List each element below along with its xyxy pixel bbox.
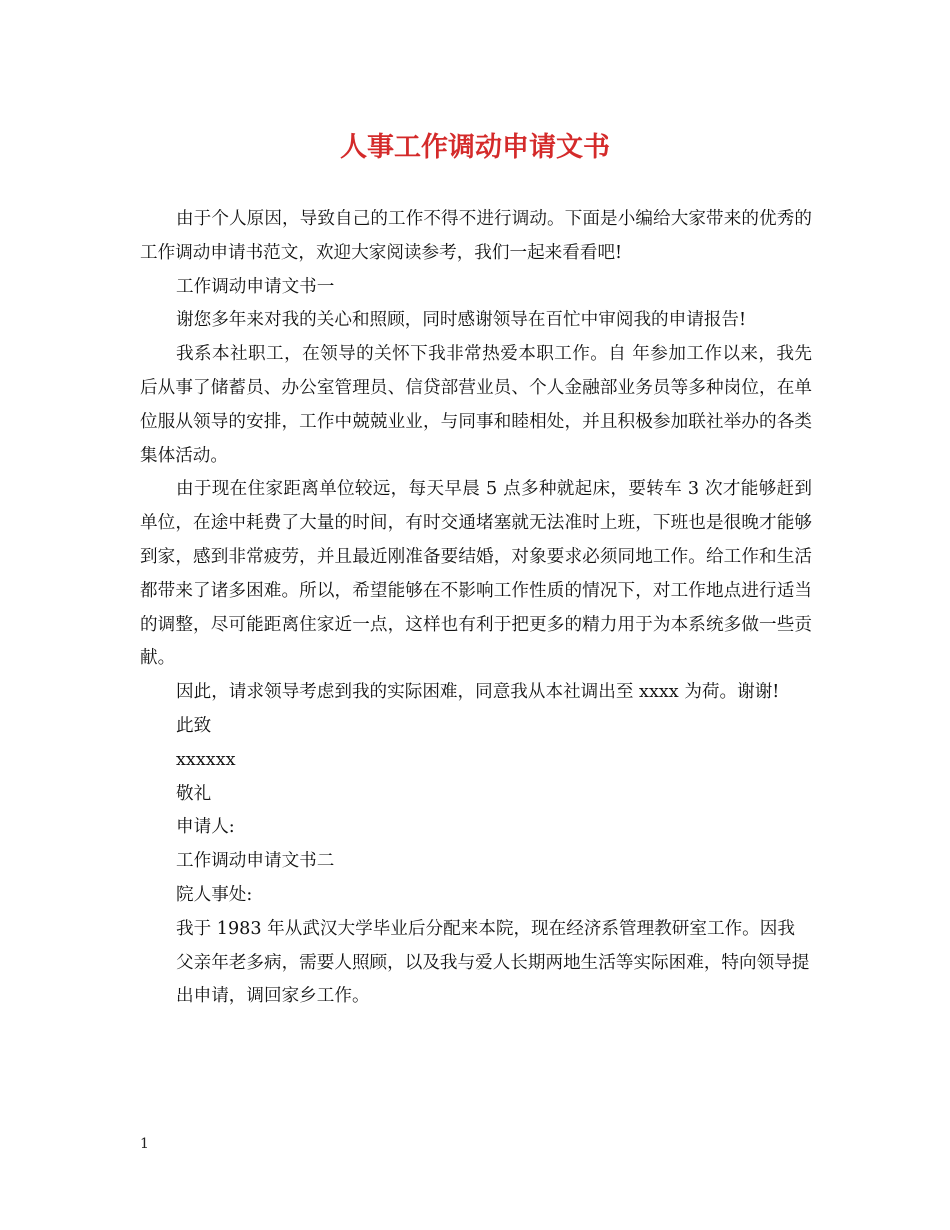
applicant-label: 申请人: bbox=[176, 817, 235, 838]
paragraph-request: 因此，请求领导考虑到我的实际困难，同意我从本社调出至 xxxx 为荷。谢谢! bbox=[176, 682, 780, 703]
paragraph-intro: 由于个人原因，导致自己的工作不得不进行调动。下面是小编给大家带来的优秀的工作调动申请书范文，欢迎大家阅读参考，我们一起来看看吧! bbox=[140, 209, 812, 263]
closing-respect: 敬礼 bbox=[176, 783, 212, 804]
document-body bbox=[140, 203, 812, 1014]
paragraph-second-a: 我于 1983 年从武汉大学毕业后分配来本院，现在经济系管理教研室工作。因我 bbox=[176, 918, 795, 939]
paragraph-reasons: 由于现在住家距离单位较远，每天早晨 5 点多种就起床，要转车 3 次才能够赶到单位，在途中耗费了大量的时间，有时交通堵塞就无法准时上班，下班也是很晚才能够到家，感到非常疲劳，并且最近刚准备要结婚，对象要求必须同地工作。给工作和生活都带来了诸多困难。所以，希望能够在不影响工作性质的情况下，对工作地点进行适当的调整，尽可能距离住家近一点，这样也有利于把更多的精力用于为本系统多做一些贡献。 bbox=[140, 479, 812, 669]
section-heading-two: 工作调动申请文书二 bbox=[176, 851, 335, 872]
page-number: 1 bbox=[140, 1136, 149, 1152]
paragraph-background: 我系本社职工，在领导的关怀下我非常热爱本职工作。自 年参加工作以来，我先后从事了储蓄员、办公室管理员、信贷部营业员、个人金融部业务员等多种岗位，在单位服从领导的安排，工作中兢兢业业，与同事和睦相处，并且积极参加联社举办的各类集体活动。 bbox=[140, 344, 812, 466]
paragraph-second-b: 父亲年老多病，需要人照顾，以及我与爱人长期两地生活等实际困难，特向领导提 bbox=[176, 952, 810, 973]
recipient-placeholder: xxxxxx bbox=[176, 749, 236, 770]
closing-salutation: 此致 bbox=[176, 715, 212, 736]
addressee-line: 院人事处: bbox=[176, 884, 253, 905]
document-title: 人事工作调动申请文书 bbox=[340, 132, 610, 163]
section-heading-one: 工作调动申请文书一 bbox=[176, 276, 335, 297]
paragraph-second-c: 出申请，调回家乡工作。 bbox=[176, 986, 370, 1007]
paragraph-thanks: 谢您多年来对我的关心和照顾，同时感谢领导在百忙中审阅我的申请报告! bbox=[176, 310, 747, 331]
